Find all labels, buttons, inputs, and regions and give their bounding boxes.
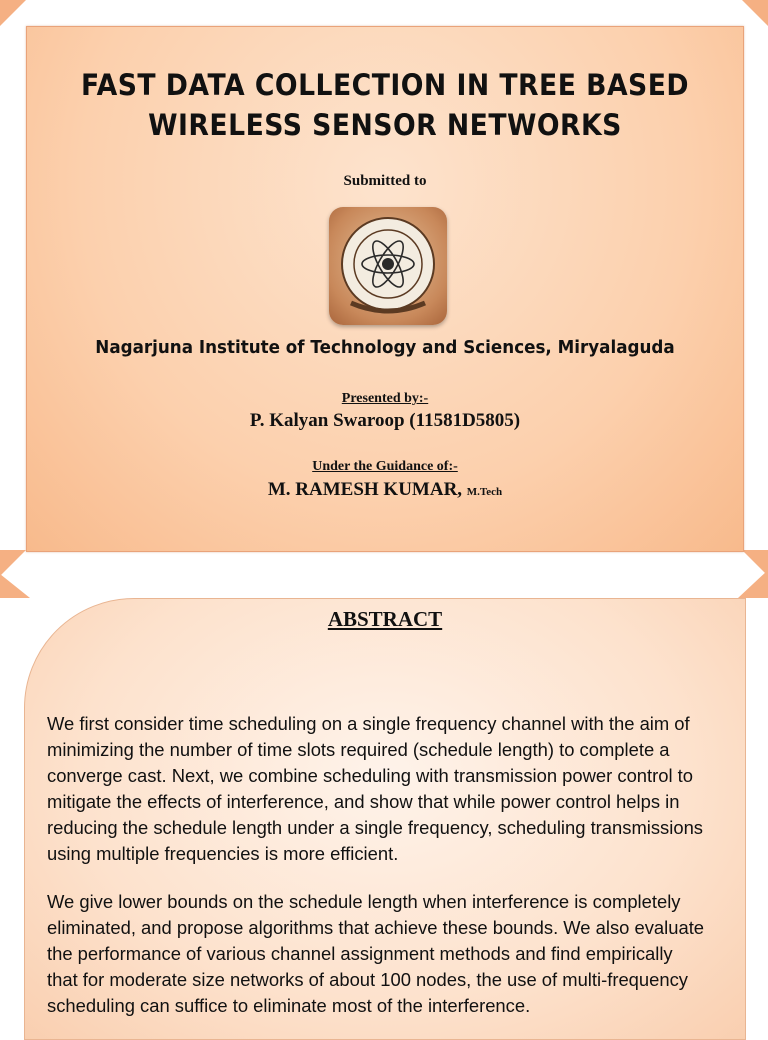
presented-by-label: Presented by:-: [341, 391, 429, 406]
title-line-2: WIRELESS SENSOR NETWORKS: [148, 108, 622, 142]
abstract-paragraph-1: We first consider time scheduling on a single frequency channel with the aim of minimizing the number of time slots required (schedule length) to complete a converge cast. Next, we combine scheduling with transmission power control to mitigate the effects of interference, and show that while power control helps in reducing the schedule length under a single frequency, scheduling transmissions using multiple frequencies is more efficient.: [47, 713, 703, 864]
guide-name: [27, 479, 743, 501]
institute-name: Nagarjuna Institute of Technology and Sciences, Miryalaguda: [95, 337, 675, 358]
submitted-to-label: Submitted to: [343, 173, 427, 189]
guide-degree: M.Tech: [466, 486, 503, 498]
slide-title: [56, 65, 715, 145]
abstract-paragraph-2: We give lower bounds on the schedule length when interference is completely eliminated, and propose algorithms that achieve these bounds. We also evaluate the performance of various channel assignment methods and find empirically that for moderate size networks of about 100 nodes, the use of multi-frequency scheduling can suffice to eliminate most of the interference.: [47, 891, 705, 1016]
guide-name-text: M. RAMESH KUMAR,: [267, 479, 463, 500]
guidance-label: Under the Guidance of:-: [312, 459, 458, 474]
title-line-1: FAST DATA COLLECTION IN TREE BASED: [80, 68, 690, 102]
student-name: P. Kalyan Swaroop (11581D5805): [249, 410, 521, 431]
abstract-heading: ABSTRACT: [327, 607, 443, 631]
title-slide: [26, 26, 744, 552]
college-seal-logo: [329, 207, 447, 325]
abstract-slide: [24, 598, 746, 1040]
